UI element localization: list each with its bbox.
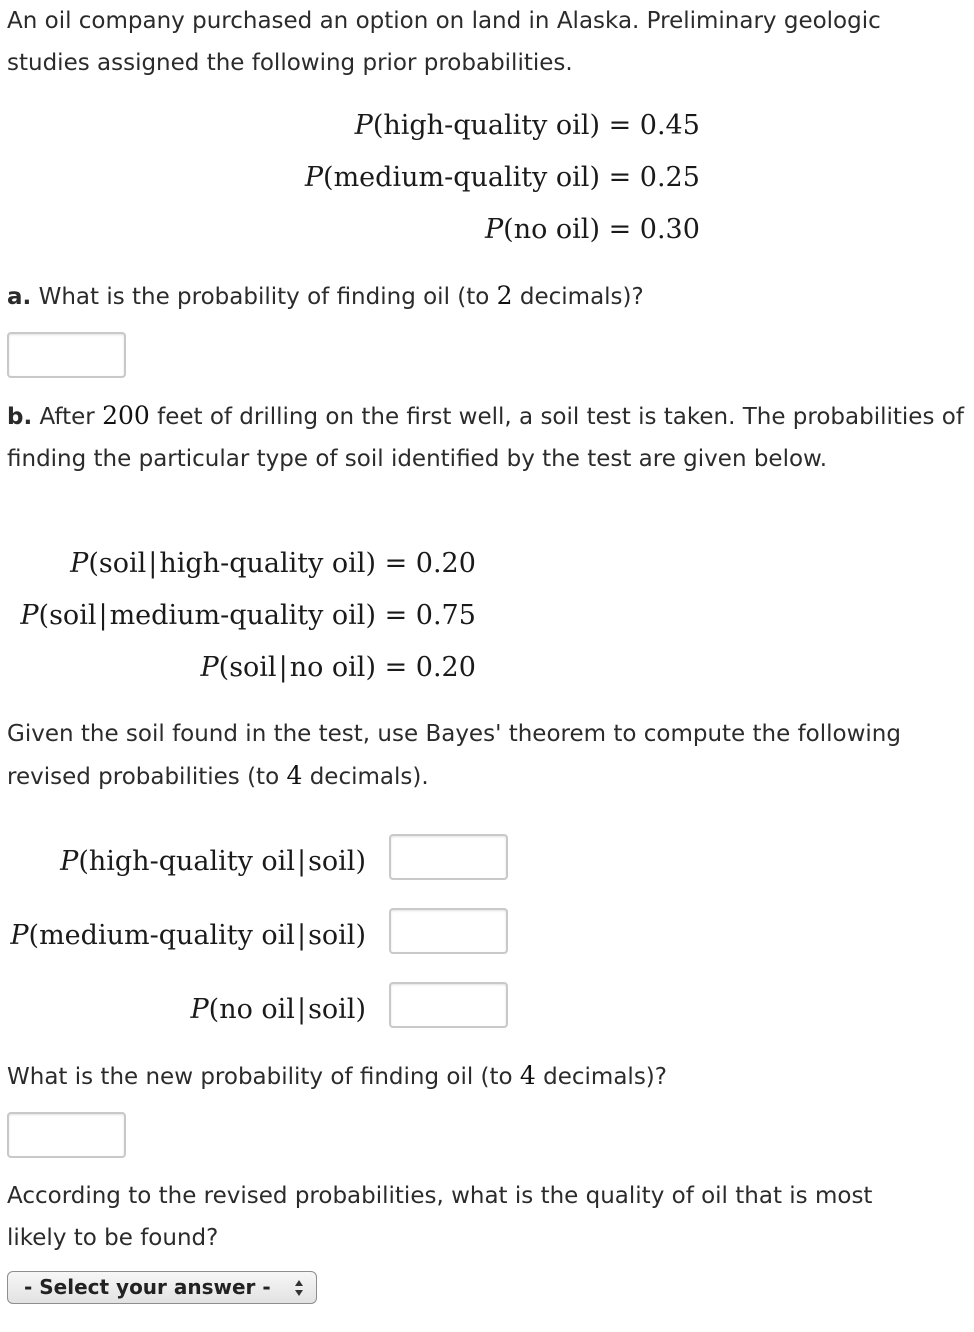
part-b-text: b. After 200 feet of drilling on the first well, a soil test is taken. The probabilities of finding the particular type of soil identified by the test are given below. xyxy=(7,401,964,472)
new-prob-question: What is the new probability of finding oil (to 4 decimals)? xyxy=(7,1061,667,1090)
revised-medium-input[interactable] xyxy=(389,908,508,954)
part-a-answer-input[interactable] xyxy=(7,332,126,378)
bayes-instruction: Given the soil found in the test, use Bayes' theorem to compute the following revised probabilities (to 4 decimals). xyxy=(7,721,901,790)
revised-high-input[interactable] xyxy=(389,834,508,880)
quality-select[interactable] xyxy=(7,1271,317,1304)
part-a-question: a. What is the probability of finding oil (to 2 decimals)? xyxy=(7,281,644,310)
revised-none-input[interactable] xyxy=(389,982,508,1028)
new-prob-answer-input[interactable] xyxy=(7,1112,126,1158)
intro-text: An oil company purchased an option on land in Alaska. Preliminary geologic studies assigned the following prior probabilities. xyxy=(7,8,881,76)
updown-arrow-icon xyxy=(294,1278,304,1298)
select-value: - Select your answer - xyxy=(24,1275,271,1299)
quality-question: According to the revised probabilities, what is the quality of oil that is most likely to be found? xyxy=(7,1183,873,1251)
